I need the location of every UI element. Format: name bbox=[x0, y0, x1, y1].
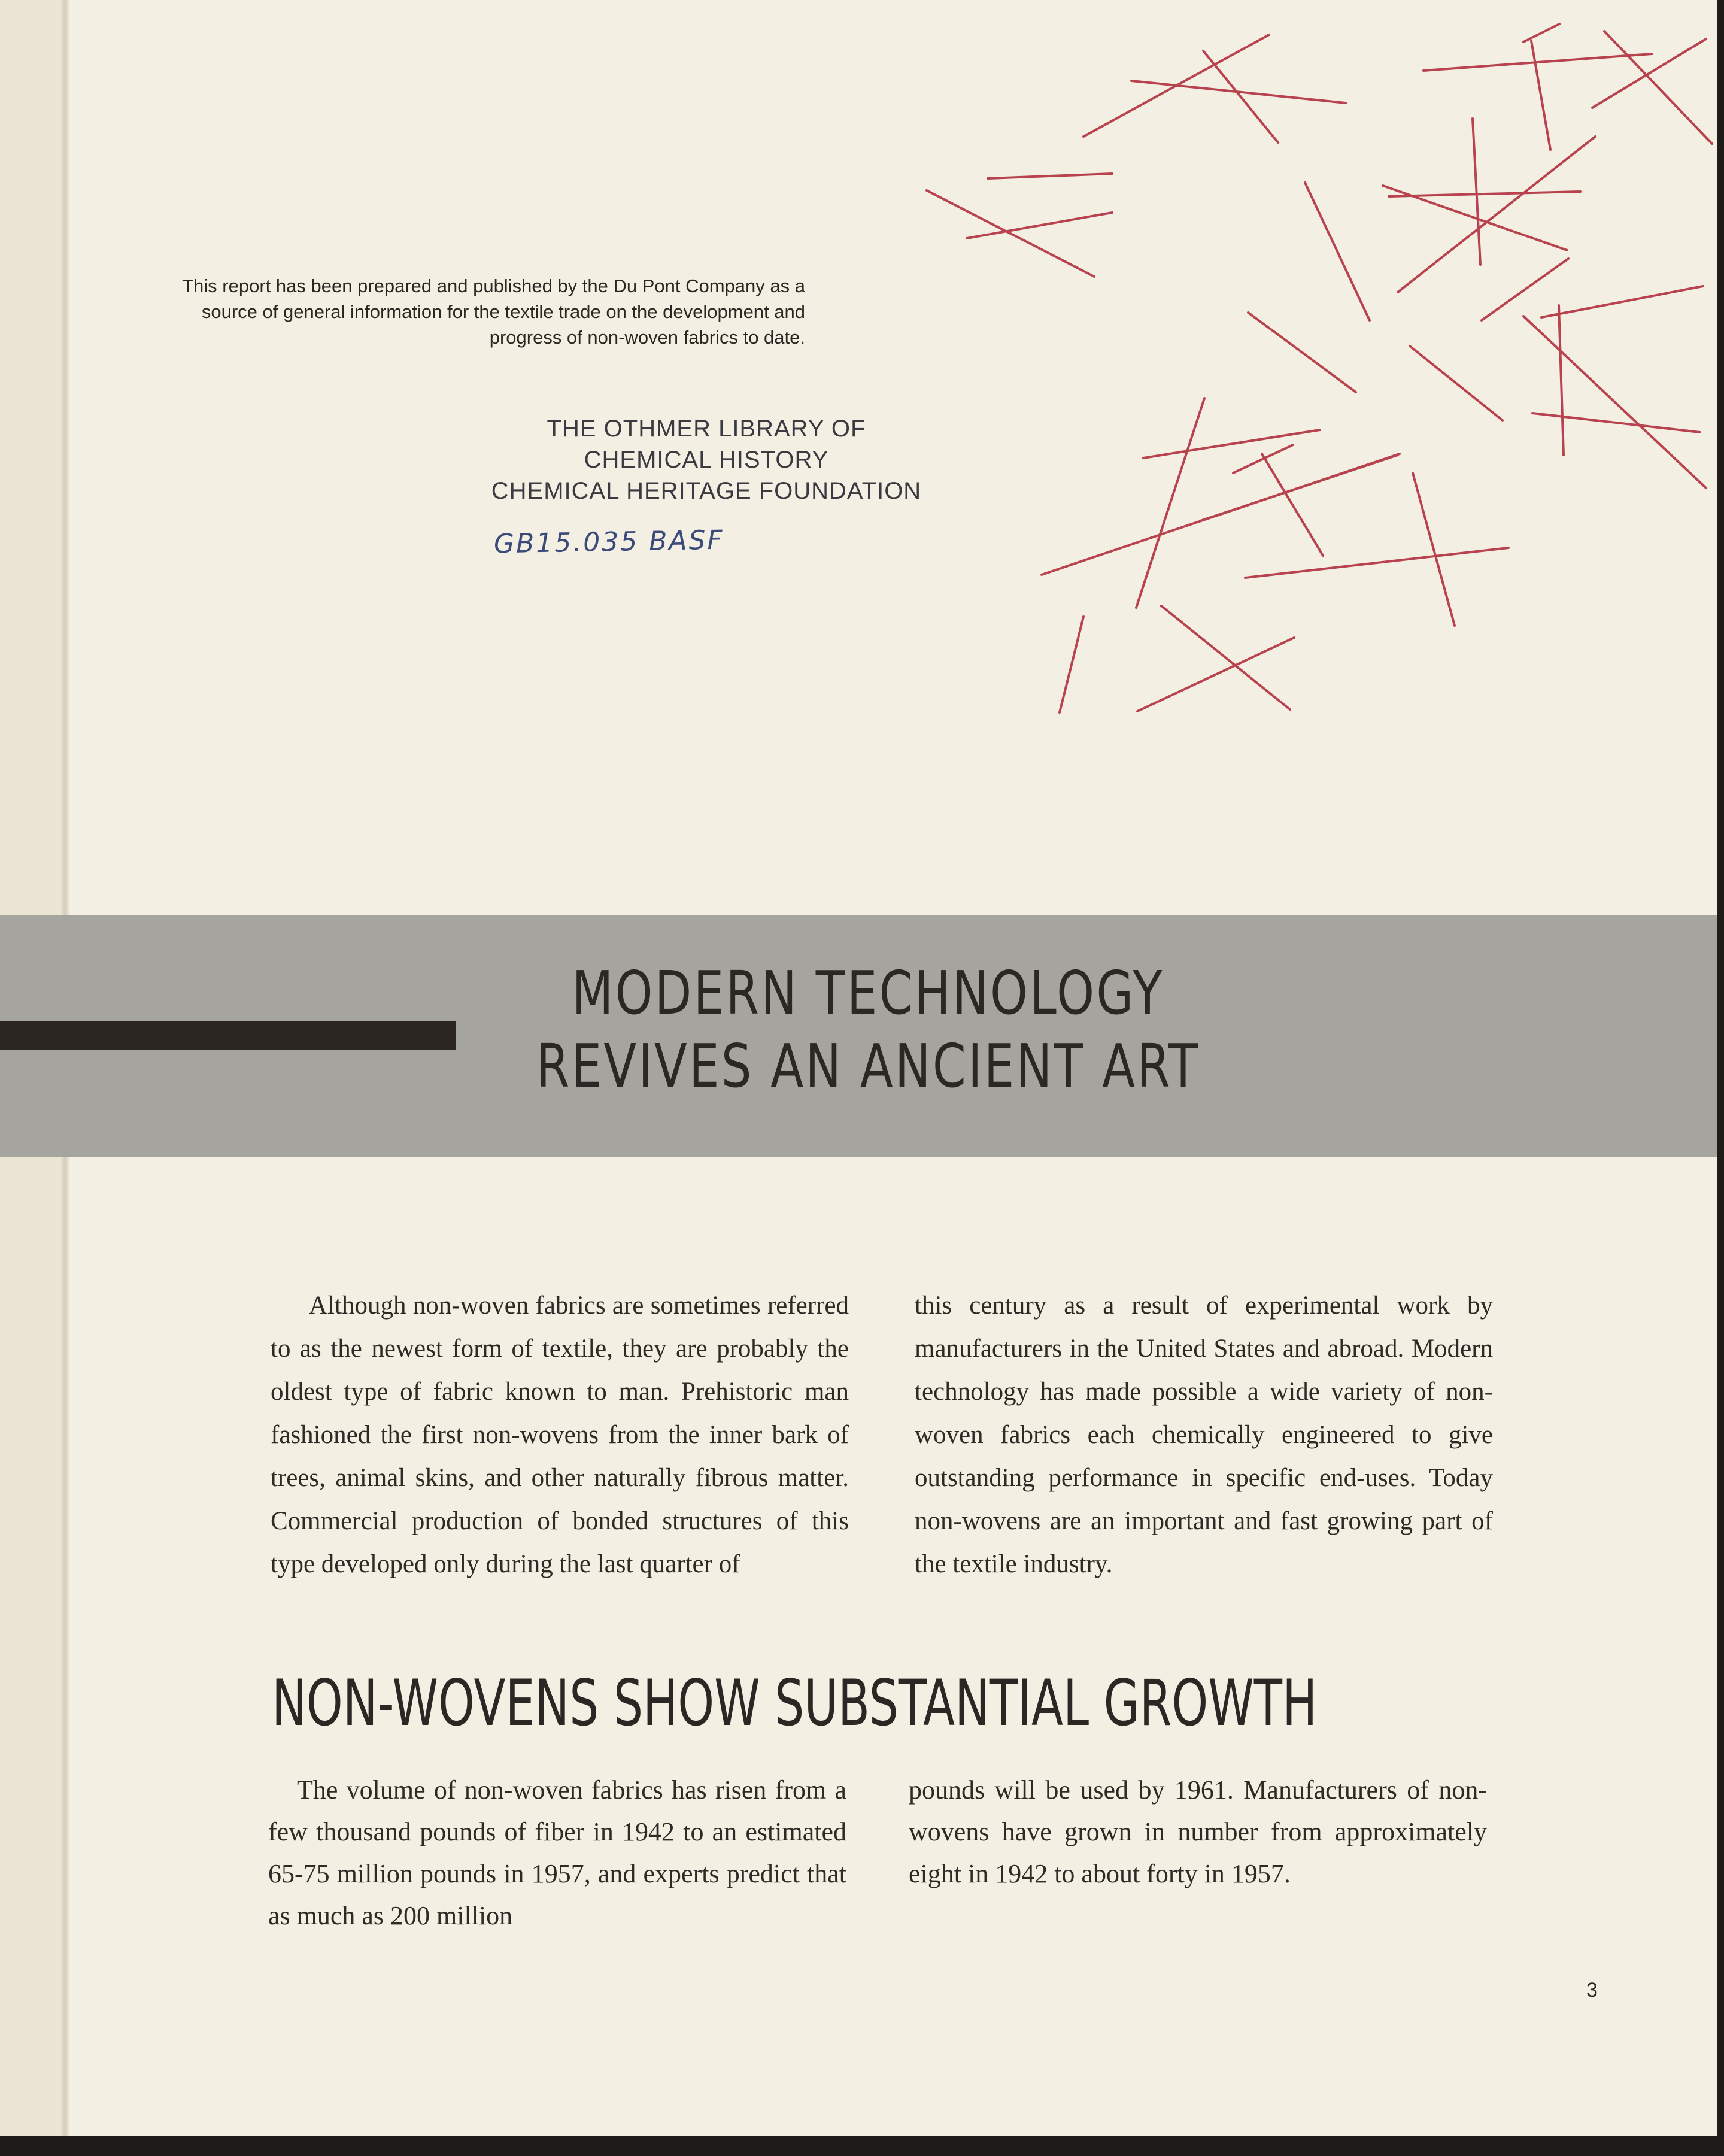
section-heading-modern-technology bbox=[509, 957, 1227, 1103]
page-number: 3 bbox=[1586, 1979, 1598, 2002]
stamp-line-1: THE OTHMER LIBRARY OF bbox=[547, 416, 866, 442]
fiber-sticks-illustration bbox=[898, 0, 1717, 748]
section-heading-growth: NON-WOVENS SHOW SUBSTANTIAL GROWTH bbox=[272, 1666, 1318, 1740]
library-stamp bbox=[485, 413, 928, 507]
growth-column-2: pounds will be used by 1961. Manufacturers of non-wovens have grown in number from approximately eight in 1942 to about forty in 1957. bbox=[909, 1775, 1487, 1888]
black-accent-bar bbox=[0, 1021, 456, 1050]
growth-column-1: The volume of non-woven fabrics has risen from a few thousand pounds of fiber in 1942 to an estimated 65-75 million pounds in 1957, and experts predict that as much as 200 million bbox=[268, 1775, 846, 1930]
heading-line-2: REVIVES AN ANCIENT ART bbox=[536, 1031, 1200, 1101]
stamp-line-3: CHEMICAL HERITAGE FOUNDATION bbox=[491, 478, 922, 504]
publisher-note: This report has been prepared and published by the Du Pont Company as a source of general information for the textile trade on the development and progress of non-woven fabrics to date. bbox=[182, 275, 805, 348]
body-column-2: this century as a result of experimental work by manufacturers in the United States and abroad. Modern technology has made possible a wide variety of non-woven fabrics each chemically engineered to give outstanding performance in specific end-uses. Today non-wovens are an important and fast growing part of the textile industry. bbox=[915, 1291, 1493, 1578]
heading-line-1: MODERN TECHNOLOGY bbox=[572, 958, 1164, 1028]
body-column-1: Although non-woven fabrics are sometimes referred to as the newest form of textile, they are probably the oldest type of fabric known to man. Prehistoric man fashioned the first non-wovens from the inner bark of trees, animal skins, and other naturally fibrous matter. Commercial production of bonded structures of this type developed only during the last quarter of bbox=[271, 1291, 849, 1578]
stamp-line-2: CHEMICAL HISTORY bbox=[584, 447, 829, 473]
handwritten-call-number: GB15.035 BASF bbox=[493, 524, 725, 560]
